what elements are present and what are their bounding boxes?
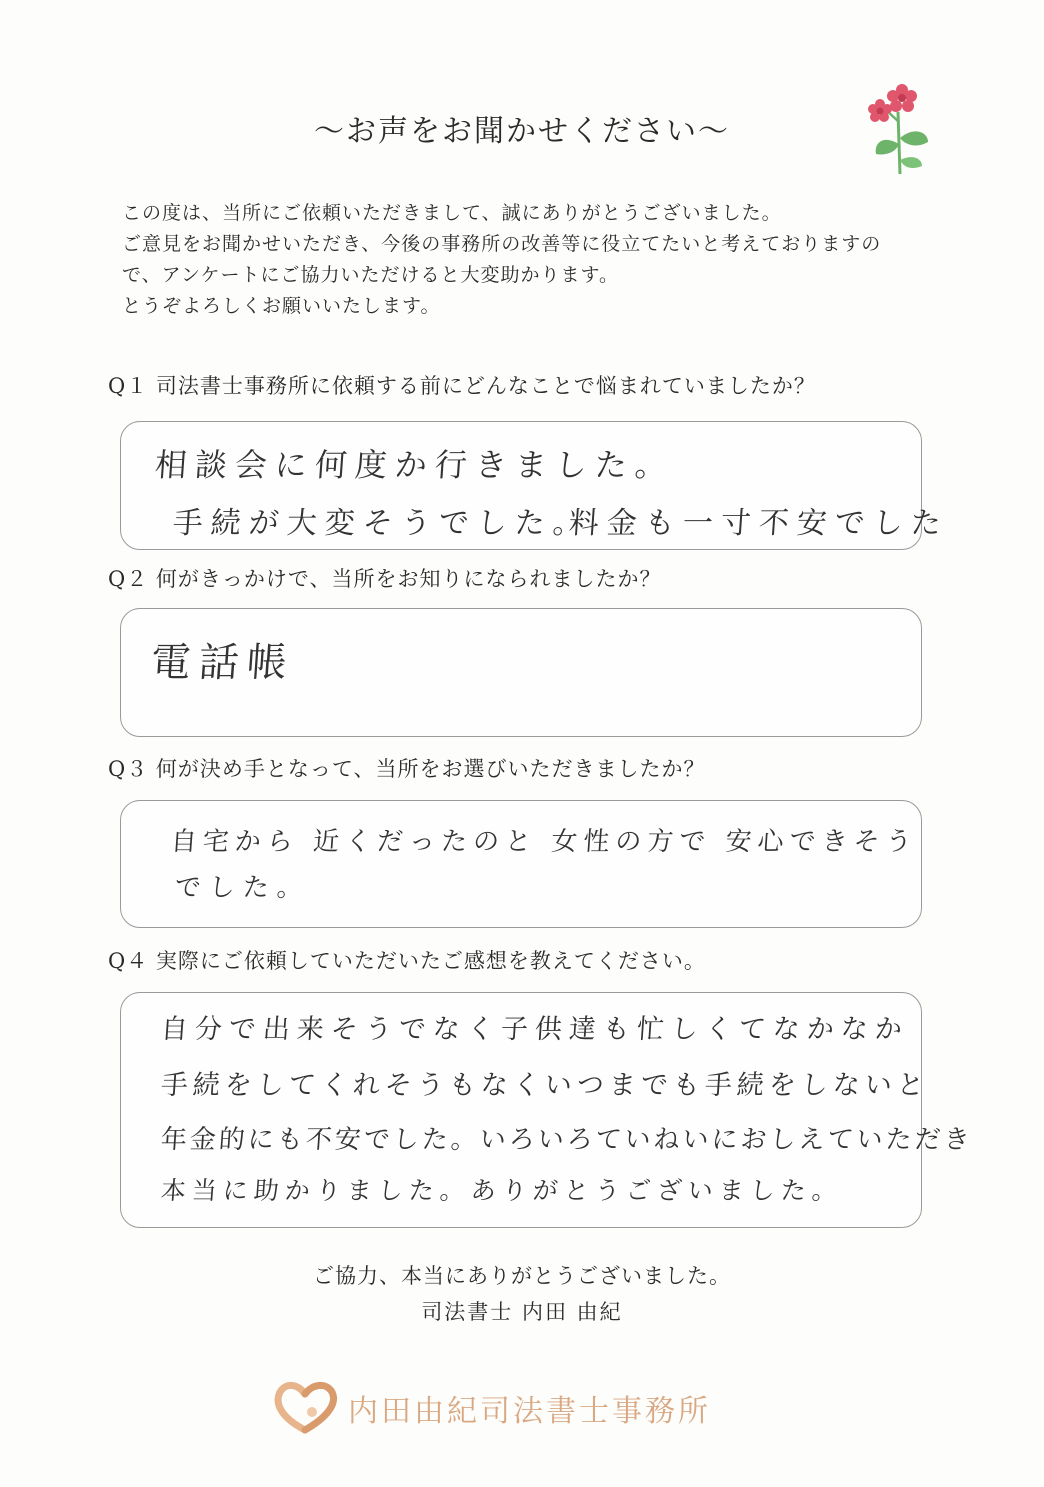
- handwritten-answer-line: 手続が大変そうでした。: [171, 506, 592, 541]
- intro-text: [122, 198, 942, 322]
- intro-line: で、アンケートにご協力いただけると大変助かります。: [122, 264, 619, 286]
- question-2-label: Q２ 何がきっかけで、当所をお知りになられましたか？: [108, 567, 662, 591]
- answer-box-4: [120, 992, 974, 1228]
- handwritten-answer-line: 手続をしてくれそうもなくいつまでも手続をしないと: [159, 1070, 930, 1101]
- intro-line: ご意見をお聞かせいただき、今後の事務所の改善等に役立てたいと考えておりますの: [122, 233, 882, 255]
- handwritten-answer-line: 料金も一寸不安でした: [567, 506, 950, 541]
- question-1-label: Q１ 司法書士事務所に依頼する前にどんなことで悩まれていましたか？: [108, 374, 816, 398]
- intro-line: とうぞよろしくお願いいたします。: [122, 295, 441, 317]
- handwritten-answer-line: 自宅から 近くだったのと 女性の方で 安心できそう: [169, 827, 919, 857]
- closing-thanks: ご協力、本当にありがとうございました。: [313, 1264, 731, 1288]
- answer-box-2: [120, 608, 922, 737]
- intro-line: この度は、当所にご依頼いただきまして、誠にありがとうございました。: [122, 202, 782, 224]
- handwritten-answer-line: 年金的にも不安でした。いろいろていねいにおしえていただき: [159, 1125, 974, 1155]
- office-logo-text: 内田由紀司法書士事務所: [348, 1394, 711, 1429]
- question-4-label: Q４ 実際にご依頼していただいたご感想を教えてください。: [108, 949, 706, 973]
- handwritten-answer-line: でした。: [173, 873, 312, 903]
- handwritten-answer-line: 電話帳: [149, 640, 297, 686]
- signature: 司法書士 内田 由紀: [421, 1300, 623, 1324]
- question-3-label: Q３ 何が決め手となって、当所をお選びいただきましたか？: [108, 757, 706, 781]
- handwritten-answer-line: 自分で出来そうでなく子供達も忙しくてなかなか: [159, 1014, 910, 1045]
- answer-box-3: [120, 800, 922, 928]
- flower-icon: [862, 82, 934, 178]
- answer-box-1: [120, 421, 950, 550]
- handwritten-answer-line: 本当に助かりました。ありがとうございました。: [159, 1176, 844, 1205]
- page-title: 〜お声をお聞かせください〜: [314, 114, 730, 149]
- handwritten-answer-line: 相談会に何度か行きました。: [153, 446, 677, 484]
- heart-logo-icon: [272, 1378, 338, 1434]
